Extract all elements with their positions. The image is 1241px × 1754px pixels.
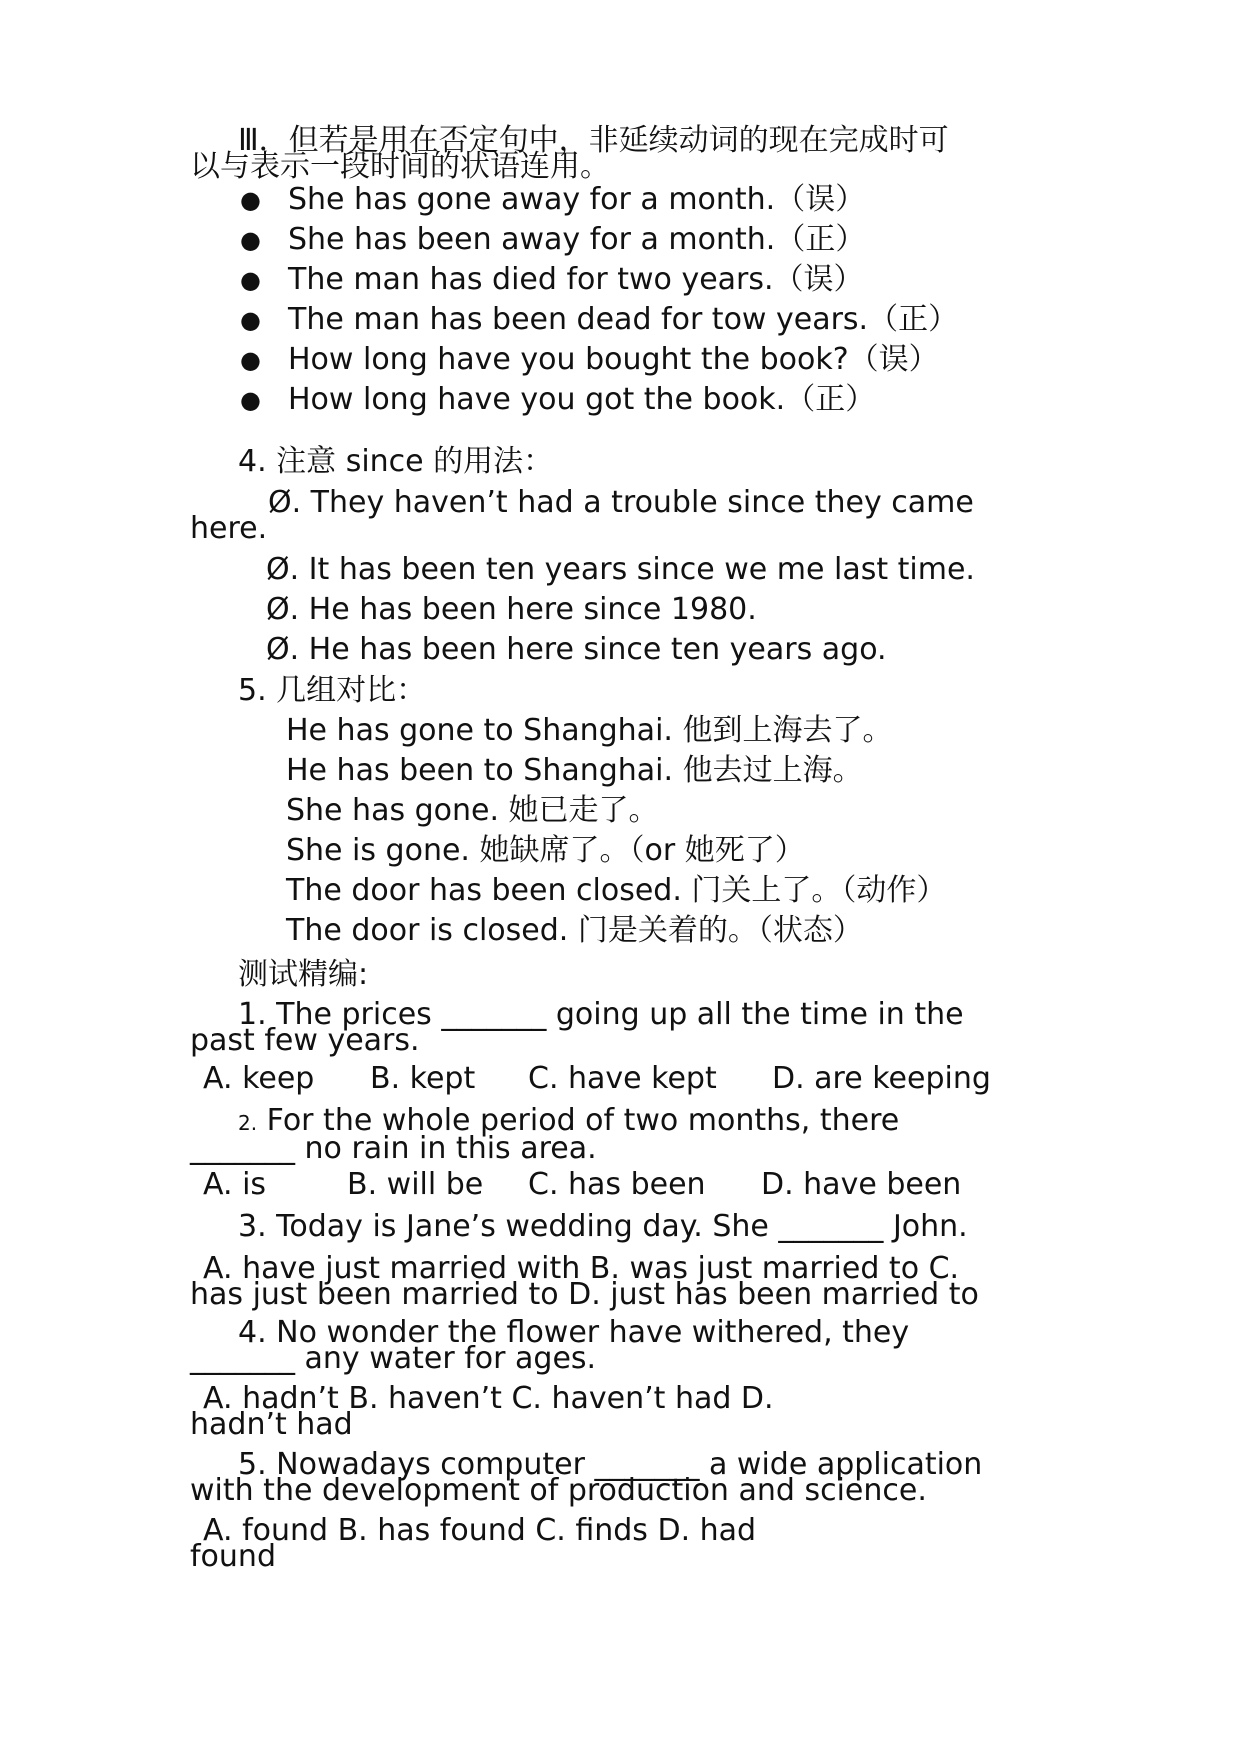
question-3 — [238, 1210, 968, 1244]
question-number: 3. — [238, 1209, 267, 1244]
bullet-icon: ● — [240, 386, 261, 414]
since-heading: 4. 注意 since 的用法： — [238, 444, 554, 479]
option-d: D. are keeping — [772, 1061, 991, 1096]
question-text: Today is Jane’s wedding day. She _______ John. — [276, 1209, 968, 1244]
exercises-heading: 测试精编: — [238, 957, 369, 992]
question-text: with the development of production and science. — [190, 1473, 927, 1508]
option-b: B. kept — [370, 1061, 476, 1096]
compare-line: She has gone. 她已走了。 — [286, 793, 659, 828]
option-c: C. have kept — [528, 1061, 717, 1096]
question-number: 2. — [238, 1111, 258, 1135]
question-number: 5. — [238, 1447, 267, 1482]
option-d: D. have been — [761, 1167, 962, 1202]
bullet-text: She has gone away for a month.（误） — [288, 182, 866, 217]
question-number: 4. — [238, 1315, 267, 1350]
intro-line-1: Ⅲ．但若是用在否定句中，非延续动词的现在完成时可 — [238, 123, 949, 158]
question-text: For the whole period of two months, there — [266, 1103, 900, 1138]
since-item: Ø. It has been ten years since we me last time. — [266, 552, 975, 587]
question-3-options: A. have just married with B. was just married to C. has just been married to D. just has been married to — [190, 1251, 979, 1312]
question-text: _______ no rain in this area. — [190, 1131, 597, 1166]
bullet-icon: ● — [240, 266, 261, 294]
option-a: A. keep — [203, 1061, 315, 1096]
compare-line: He has gone to Shanghai. 他到上海去了。 — [286, 713, 893, 748]
question-1 — [190, 997, 1060, 1058]
compare-line: The door has been closed. 门关上了。（动作） — [286, 873, 947, 908]
bullet-icon: ● — [240, 306, 261, 334]
compare-line: The door is closed. 门是关着的。（状态） — [286, 913, 863, 948]
bullet-icon: ● — [240, 226, 261, 254]
question-4-options: A. hadn’t B. haven’t C. haven’t had D. hadn’t had — [190, 1381, 774, 1442]
compare-line: She is gone. 她缺席了。（or 她死了） — [286, 833, 805, 868]
bullet-text: The man has died for two years.（误） — [288, 262, 864, 297]
bullet-text: How long have you got the book.（正） — [288, 382, 876, 417]
bullet-text: She has been away for a month.（正） — [288, 222, 866, 257]
question-5 — [190, 1447, 1060, 1508]
since-item: Ø. He has been here since 1980. — [266, 592, 757, 627]
question-text: The prices _______ going up all the time in the — [276, 997, 964, 1032]
bullet-text: How long have you bought the book?（误） — [288, 342, 939, 377]
question-number: 1. — [238, 997, 267, 1032]
intro-line-2: 以与表示一段时间的状语连用。 — [190, 149, 610, 184]
question-text: Nowadays computer _______ a wide application — [276, 1447, 983, 1482]
question-text: No wonder the flower have withered, they — [276, 1315, 910, 1350]
bullet-icon: ● — [240, 346, 261, 374]
option-a: A. is — [203, 1167, 267, 1202]
option-c: C. has been — [528, 1167, 706, 1202]
bullet-text: The man has been dead for tow years.（正） — [288, 302, 959, 337]
compare-heading: 5. 几组对比： — [238, 673, 427, 708]
question-text: past few years. — [190, 1023, 420, 1058]
option-b: B. will be — [347, 1167, 484, 1202]
intro-paragraph — [190, 123, 1060, 184]
since-item: Ø. He has been here since ten years ago. — [266, 632, 887, 667]
question-4 — [190, 1315, 1060, 1376]
since-item: Ø. They haven’t had a trouble since they came here. — [190, 485, 974, 546]
question-2 — [190, 1103, 1060, 1166]
bullet-icon: ● — [240, 186, 261, 214]
question-5-options: A. found B. has found C. finds D. had found — [190, 1513, 757, 1574]
question-text: _______ any water for ages. — [190, 1341, 597, 1376]
compare-line: He has been to Shanghai. 他去过上海。 — [286, 753, 863, 788]
